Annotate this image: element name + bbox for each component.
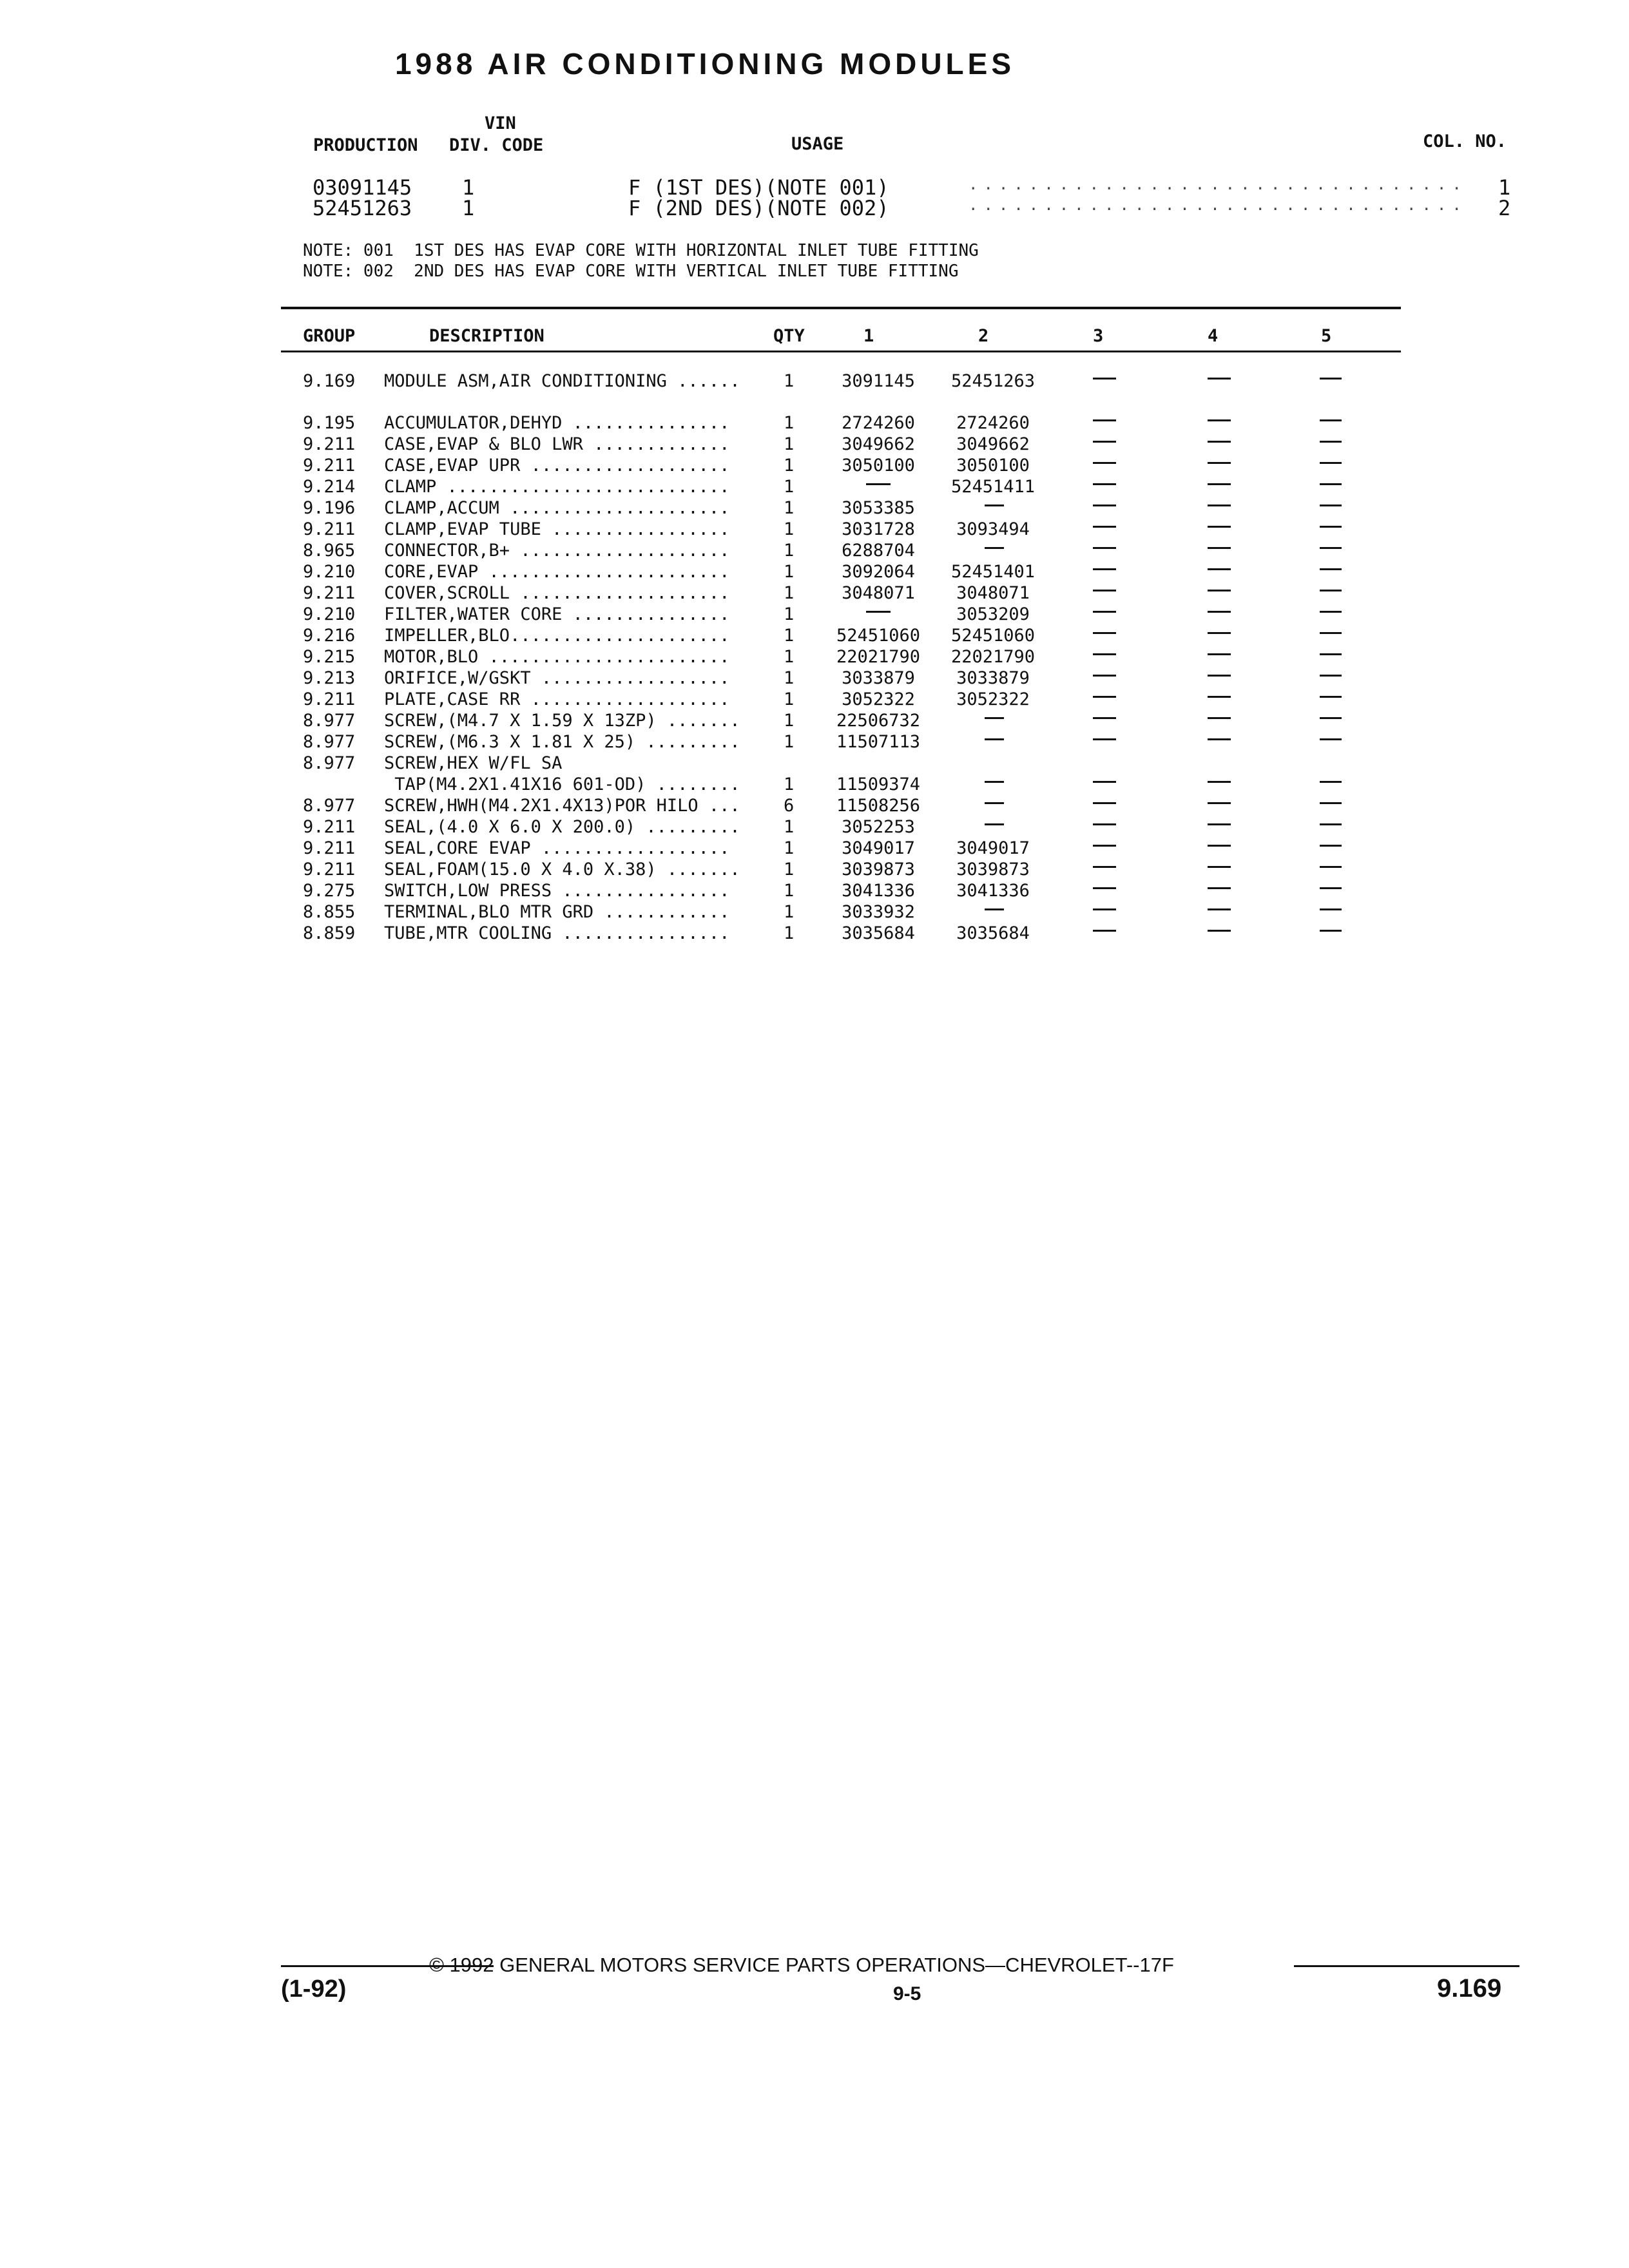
table-top-rule — [281, 307, 1401, 309]
empty-dash — [1320, 930, 1342, 932]
empty-dash — [1208, 823, 1231, 825]
description-header: DESCRIPTION — [429, 326, 545, 346]
col-2-cell: 52451401 — [951, 562, 1036, 582]
usage-col: 1 — [1498, 175, 1511, 200]
empty-dash — [1208, 675, 1231, 677]
date-code: (1-92) — [281, 1975, 347, 2003]
production-header: PRODUCTION — [313, 135, 418, 155]
qty-cell: 1 — [784, 689, 795, 709]
usage-row — [313, 196, 1524, 218]
description-cell: MODULE ASM,AIR CONDITIONING ...... — [384, 371, 740, 391]
col-1-cell: 3041336 — [842, 881, 915, 901]
empty-dash — [1093, 590, 1116, 591]
table-row — [303, 456, 1398, 477]
col-2-cell: 2724260 — [956, 413, 1030, 433]
empty-dash — [1320, 378, 1342, 380]
col-2-cell: 3050100 — [956, 456, 1030, 476]
empty-dash — [1320, 505, 1342, 506]
empty-dash — [1093, 675, 1116, 677]
col-1-cell: 3048071 — [842, 583, 915, 603]
empty-dash — [1208, 696, 1231, 698]
empty-dash — [1320, 419, 1342, 421]
empty-dash — [1093, 802, 1116, 804]
group-cell: 9.216 — [303, 626, 356, 646]
usage-text: F (1ST DES)(NOTE 001) — [628, 175, 889, 200]
col-1-cell: 3031728 — [842, 519, 915, 539]
qty-cell: 1 — [784, 371, 795, 391]
table-row — [303, 519, 1398, 541]
empty-dash — [1208, 845, 1231, 847]
group-cell: 9.211 — [303, 456, 356, 476]
group-cell: 8.977 — [303, 753, 356, 773]
description-cell: SEAL,(4.0 X 6.0 X 200.0) ......... — [384, 817, 740, 837]
empty-dash — [1208, 653, 1231, 655]
col-1-cell: 3052253 — [842, 817, 915, 837]
col-3-header: 3 — [1093, 326, 1104, 346]
empty-dash — [1093, 419, 1116, 421]
table-row — [303, 371, 1398, 392]
qty-cell: 1 — [784, 604, 795, 624]
usage-text: F (2ND DES)(NOTE 002) — [628, 196, 889, 220]
group-cell: 8.855 — [303, 902, 356, 922]
table-row — [303, 498, 1398, 519]
empty-dash — [1208, 802, 1231, 804]
empty-dash — [1208, 866, 1231, 868]
table-row — [303, 541, 1398, 562]
empty-dash — [985, 781, 1004, 783]
group-cell: 8.859 — [303, 923, 356, 943]
empty-dash — [1320, 590, 1342, 591]
description-cell: CORE,EVAP ....................... — [384, 562, 730, 582]
empty-dash — [985, 802, 1004, 804]
empty-dash — [1320, 675, 1342, 677]
group-cell: 8.977 — [303, 732, 356, 752]
qty-cell: 6 — [784, 796, 795, 816]
description-cell: COVER,SCROLL .................... — [384, 583, 730, 603]
col-1-cell: 3035684 — [842, 923, 915, 943]
empty-dash — [1208, 887, 1231, 889]
note-002: NOTE: 002 2ND DES HAS EVAP CORE WITH VERTICAL INLET TUBE FITTING — [303, 262, 959, 281]
col-2-cell: 3049662 — [956, 434, 1030, 454]
col-2-cell: 3041336 — [956, 881, 1030, 901]
empty-dash — [1208, 930, 1231, 932]
empty-dash — [1320, 611, 1342, 613]
col-1-cell: 3049662 — [842, 434, 915, 454]
usage-production: 52451263 — [313, 196, 412, 220]
empty-dash — [1208, 441, 1231, 443]
description-cell: IMPELLER,BLO..................... — [384, 626, 730, 646]
table-row — [303, 477, 1398, 498]
empty-dash — [1093, 696, 1116, 698]
col-2-cell: 3093494 — [956, 519, 1030, 539]
description-cell: SEAL,FOAM(15.0 X 4.0 X.38) ....... — [384, 860, 740, 879]
empty-dash — [985, 547, 1004, 549]
table-row — [303, 817, 1398, 838]
group-cell: 9.211 — [303, 519, 356, 539]
empty-dash — [1093, 632, 1116, 634]
group-cell: 9.211 — [303, 860, 356, 879]
empty-dash — [1320, 526, 1342, 528]
col-1-cell: 3092064 — [842, 562, 915, 582]
col-2-cell: 3039873 — [956, 860, 1030, 879]
empty-dash — [1208, 717, 1231, 719]
col-no-header: COL. NO. — [1423, 131, 1507, 151]
empty-dash — [866, 483, 891, 485]
group-cell: 9.211 — [303, 838, 356, 858]
qty-cell: 1 — [784, 838, 795, 858]
qty-cell: 1 — [784, 923, 795, 943]
qty-cell: 1 — [784, 541, 795, 561]
table-row — [303, 902, 1398, 923]
group-cell: 9.214 — [303, 477, 356, 497]
empty-dash — [1093, 611, 1116, 613]
empty-dash — [985, 738, 1004, 740]
group-cell: 9.215 — [303, 647, 356, 667]
group-cell: 8.977 — [303, 796, 356, 816]
empty-dash — [1208, 590, 1231, 591]
empty-dash — [1320, 845, 1342, 847]
empty-dash — [1093, 653, 1116, 655]
empty-dash — [1320, 632, 1342, 634]
usage-div: 1 — [462, 175, 475, 200]
col-2-cell: 3053209 — [956, 604, 1030, 624]
col-1-cell: 6288704 — [842, 541, 915, 561]
col-1-header: 1 — [863, 326, 874, 346]
table-row — [303, 796, 1398, 817]
group-cell: 8.977 — [303, 711, 356, 731]
qty-cell: 1 — [784, 711, 795, 731]
empty-dash — [1320, 547, 1342, 549]
table-row — [303, 860, 1398, 881]
col-2-cell: 52451263 — [951, 371, 1036, 391]
empty-dash — [1093, 781, 1116, 783]
table-row — [303, 774, 1398, 796]
description-cell: TERMINAL,BLO MTR GRD ............ — [384, 902, 730, 922]
leader-dots: ................................. — [969, 175, 1467, 193]
description-cell: CLAMP,ACCUM ..................... — [384, 498, 730, 518]
col-1-cell: 3091145 — [842, 371, 915, 391]
description-cell: ORIFICE,W/GSKT .................. — [384, 668, 730, 688]
empty-dash — [1208, 505, 1231, 506]
table-row — [303, 668, 1398, 689]
qty-cell: 1 — [784, 583, 795, 603]
empty-dash — [1093, 738, 1116, 740]
qty-cell: 1 — [784, 477, 795, 497]
description-cell: SCREW,(M4.7 X 1.59 X 13ZP) ....... — [384, 711, 740, 731]
col-2-cell: 3048071 — [956, 583, 1030, 603]
description-cell: SCREW,HEX W/FL SA — [384, 753, 563, 773]
group-cell: 9.210 — [303, 562, 356, 582]
empty-dash — [1208, 419, 1231, 421]
table-row — [303, 689, 1398, 711]
col-1-cell: 3039873 — [842, 860, 915, 879]
empty-dash — [1093, 483, 1116, 485]
empty-dash — [1093, 526, 1116, 528]
col-4-header: 4 — [1208, 326, 1219, 346]
description-cell: PLATE,CASE RR ................... — [384, 689, 730, 709]
qty-cell: 1 — [784, 732, 795, 752]
empty-dash — [1093, 462, 1116, 464]
group-cell: 9.211 — [303, 434, 356, 454]
empty-dash — [1320, 866, 1342, 868]
qty-cell: 1 — [784, 456, 795, 476]
empty-dash — [1093, 378, 1116, 380]
group-cell: 9.211 — [303, 817, 356, 837]
col-2-cell: 52451060 — [951, 626, 1036, 646]
description-cell: ACCUMULATOR,DEHYD ............... — [384, 413, 730, 433]
col-2-cell: 3049017 — [956, 838, 1030, 858]
table-row — [303, 753, 1398, 774]
col-1-cell: 52451060 — [836, 626, 921, 646]
col-2-cell: 3035684 — [956, 923, 1030, 943]
usage-col: 2 — [1498, 196, 1511, 220]
table-row — [303, 923, 1398, 945]
col-2-cell: 52451411 — [951, 477, 1036, 497]
col-1-cell: 3033879 — [842, 668, 915, 688]
empty-dash — [1320, 738, 1342, 740]
usage-row — [313, 175, 1524, 200]
empty-dash — [1208, 483, 1231, 485]
empty-dash — [985, 823, 1004, 825]
usage-header: USAGE — [791, 134, 844, 154]
description-cell: SWITCH,LOW PRESS ................ — [384, 881, 730, 901]
col-1-cell: 3033932 — [842, 902, 915, 922]
empty-dash — [1208, 611, 1231, 613]
qty-cell: 1 — [784, 668, 795, 688]
empty-dash — [1093, 717, 1116, 719]
empty-dash — [1208, 781, 1231, 783]
description-cell: CASE,EVAP UPR ................... — [384, 456, 730, 476]
copyright-line: © 1992 GENERAL MOTORS SERVICE PARTS OPERATIONS—CHEVROLET--17F — [429, 1954, 1174, 1976]
empty-dash — [1208, 568, 1231, 570]
qty-cell: 1 — [784, 626, 795, 646]
page-number: 9-5 — [893, 1983, 921, 2004]
vin-header: VIN — [485, 113, 516, 133]
description-cell: MOTOR,BLO ....................... — [384, 647, 730, 667]
description-cell: CLAMP ........................... — [384, 477, 730, 497]
col-5-header: 5 — [1321, 326, 1332, 346]
description-cell: TAP(M4.2X1.41X16 601-OD) ........ — [384, 774, 740, 794]
empty-dash — [1320, 462, 1342, 464]
col-2-cell: 3052322 — [956, 689, 1030, 709]
table-row — [303, 562, 1398, 583]
table-header-rule — [281, 351, 1401, 352]
col-1-cell: 3053385 — [842, 498, 915, 518]
col-1-cell: 3052322 — [842, 689, 915, 709]
empty-dash — [1208, 462, 1231, 464]
empty-dash — [1320, 717, 1342, 719]
table-row — [303, 881, 1398, 902]
group-cell: 9.211 — [303, 689, 356, 709]
qty-cell: 1 — [784, 413, 795, 433]
col-2-cell: 22021790 — [951, 647, 1036, 667]
empty-dash — [1093, 547, 1116, 549]
note-001: NOTE: 001 1ST DES HAS EVAP CORE WITH HORIZONTAL INLET TUBE FITTING — [303, 241, 979, 260]
parts-table — [303, 371, 1398, 945]
description-cell: CONNECTOR,B+ .................... — [384, 541, 730, 561]
leader-dots: ................................. — [969, 196, 1467, 214]
qty-cell: 1 — [784, 774, 795, 794]
qty-cell: 1 — [784, 860, 795, 879]
section-number: 9.169 — [1437, 1974, 1502, 2003]
table-row — [303, 413, 1398, 434]
col-2-header: 2 — [978, 326, 989, 346]
col-1-cell: 3050100 — [842, 456, 915, 476]
table-row — [303, 647, 1398, 668]
description-cell: CLAMP,EVAP TUBE ................. — [384, 519, 730, 539]
description-cell: SEAL,CORE EVAP .................. — [384, 838, 730, 858]
empty-dash — [1093, 845, 1116, 847]
table-row — [303, 583, 1398, 604]
empty-dash — [1320, 887, 1342, 889]
table-row — [303, 434, 1398, 456]
empty-dash — [985, 908, 1004, 910]
empty-dash — [985, 505, 1004, 506]
qty-cell: 1 — [784, 519, 795, 539]
description-cell: FILTER,WATER CORE ............... — [384, 604, 730, 624]
qty-cell: 1 — [784, 902, 795, 922]
usage-production: 03091145 — [313, 175, 412, 200]
empty-dash — [1093, 908, 1116, 910]
group-cell: 9.213 — [303, 668, 356, 688]
col-1-cell: 11507113 — [836, 732, 921, 752]
page-title: 1988 AIR CONDITIONING MODULES — [394, 47, 1016, 81]
empty-dash — [1320, 696, 1342, 698]
empty-dash — [1093, 568, 1116, 570]
table-row — [303, 626, 1398, 647]
empty-dash — [1320, 653, 1342, 655]
col-1-cell: 22021790 — [836, 647, 921, 667]
empty-dash — [1093, 866, 1116, 868]
col-1-cell: 3049017 — [842, 838, 915, 858]
qty-cell: 1 — [784, 817, 795, 837]
description-cell: CASE,EVAP & BLO LWR ............. — [384, 434, 730, 454]
description-cell: TUBE,MTR COOLING ................ — [384, 923, 730, 943]
empty-dash — [1320, 802, 1342, 804]
empty-dash — [1093, 887, 1116, 889]
group-header: GROUP — [303, 326, 356, 346]
group-cell: 9.275 — [303, 881, 356, 901]
description-cell: SCREW,HWH(M4.2X1.4X13)POR HILO ... — [384, 796, 740, 816]
col-1-cell: 11508256 — [836, 796, 921, 816]
empty-dash — [1093, 930, 1116, 932]
qty-cell: 1 — [784, 881, 795, 901]
qty-cell: 1 — [784, 562, 795, 582]
empty-dash — [1208, 547, 1231, 549]
col-1-cell: 22506732 — [836, 711, 921, 731]
empty-dash — [1208, 632, 1231, 634]
table-row — [303, 711, 1398, 732]
empty-dash — [1320, 441, 1342, 443]
qty-cell: 1 — [784, 434, 795, 454]
empty-dash — [985, 717, 1004, 719]
empty-dash — [1320, 781, 1342, 783]
empty-dash — [1320, 568, 1342, 570]
group-cell: 9.169 — [303, 371, 356, 391]
group-cell: 9.196 — [303, 498, 356, 518]
empty-dash — [1093, 441, 1116, 443]
col-1-cell: 11509374 — [836, 774, 921, 794]
empty-dash — [1320, 823, 1342, 825]
empty-dash — [1093, 823, 1116, 825]
qty-cell: 1 — [784, 498, 795, 518]
table-row — [303, 838, 1398, 860]
empty-dash — [1208, 526, 1231, 528]
empty-dash — [1208, 378, 1231, 380]
empty-dash — [1093, 505, 1116, 506]
empty-dash — [1208, 738, 1231, 740]
table-row — [303, 604, 1398, 626]
table-row — [303, 732, 1398, 753]
group-cell: 9.210 — [303, 604, 356, 624]
usage-div: 1 — [462, 196, 475, 220]
empty-dash — [1320, 908, 1342, 910]
qty-cell: 1 — [784, 647, 795, 667]
empty-dash — [866, 611, 891, 613]
group-cell: 9.195 — [303, 413, 356, 433]
empty-dash — [1320, 483, 1342, 485]
qty-header: QTY — [773, 326, 805, 346]
group-cell: 8.965 — [303, 541, 356, 561]
group-cell: 9.211 — [303, 583, 356, 603]
col-2-cell: 3033879 — [956, 668, 1030, 688]
div-code-header: DIV. CODE — [449, 135, 544, 155]
description-cell: SCREW,(M6.3 X 1.81 X 25) ......... — [384, 732, 740, 752]
col-1-cell: 2724260 — [842, 413, 915, 433]
empty-dash — [1208, 908, 1231, 910]
